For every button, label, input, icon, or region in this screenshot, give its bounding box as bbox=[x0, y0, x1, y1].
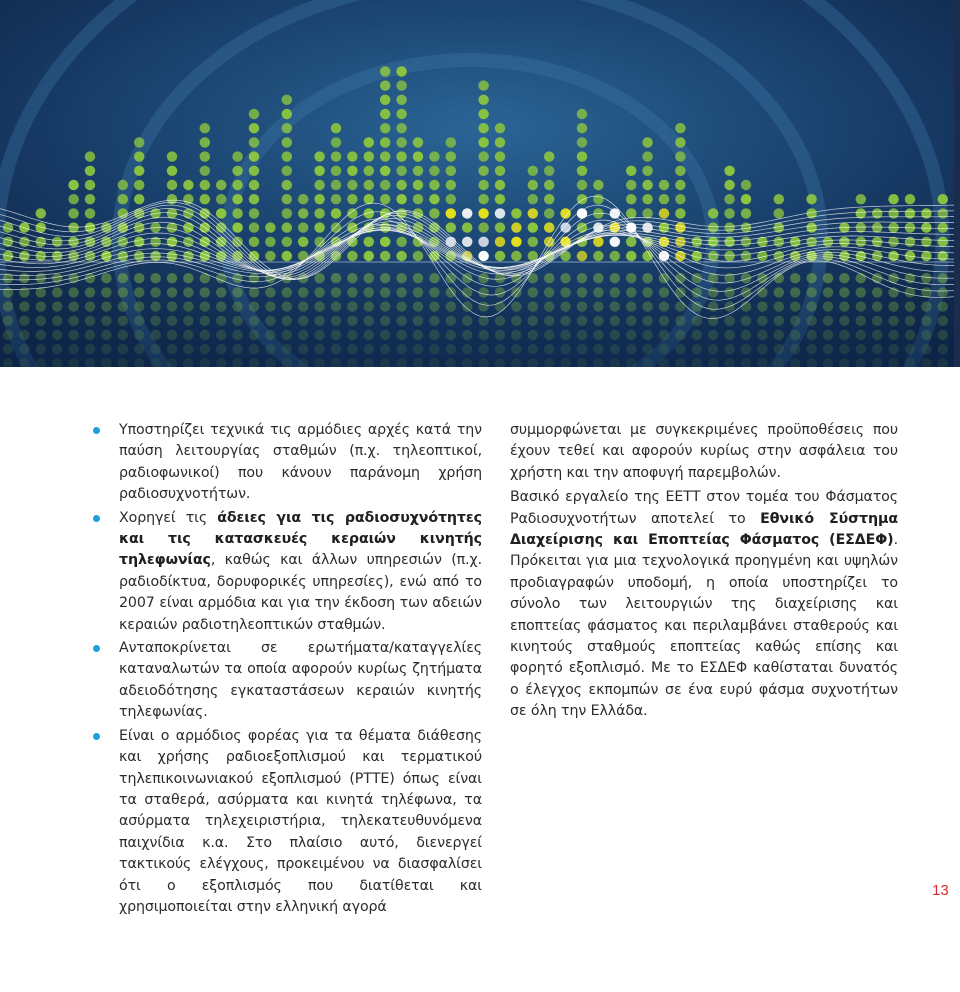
page-number: 13 bbox=[932, 882, 949, 899]
bullet-dot-icon bbox=[93, 645, 100, 652]
text-run: Χορηγεί τις bbox=[119, 509, 218, 526]
bullet-item bbox=[92, 726, 482, 919]
bullet-item bbox=[92, 638, 482, 724]
text-run: συμμορφώνεται με συγκεκριμένες προϋποθέσεις που έχουν τεθεί και αφορούν κυρίως στην ασφάλεια του χρήστη και την αποφυγή παρεμβολών. bbox=[510, 422, 898, 481]
bold-phrase: άδειες για τις ραδιοσυχνότητες και τις κατασκευές κεραιών κινητής τηλεφωνίας bbox=[119, 509, 482, 569]
bullet-dot-icon bbox=[93, 515, 100, 522]
bullet-item bbox=[92, 420, 482, 506]
left-column bbox=[92, 420, 482, 920]
audio-spectrum-banner bbox=[0, 0, 960, 367]
text-run: Βασικό εργαλείο της ΕΕΤΤ στον τομέα του Φάσματος Ραδιοσυχνοτήτων αποτελεί το bbox=[510, 489, 898, 527]
body-paragraph bbox=[510, 487, 898, 722]
text-run: . Πρόκειται για μια τεχνολογικά προηγμένη και υψηλών προδιαγραφών υποδομή, η οποία υποστηρίζει το σύνολο των λειτουργιών της διαχείρισης και εποπτείας φάσματος και περιλαμβάνει σταθερούς και κινητούς σταθμούς εποπτείας καθώς επίσης και φορητό εξοπλισμό. Με το ΕΣΔΕΦ καθίσταται δυνατός ο έλεγχος εκπομπών σε ένα ευρύ φάσμα συχνοτήτων σε όλη την Ελλάδα. bbox=[510, 532, 898, 720]
right-column bbox=[510, 420, 898, 723]
bullet-dot-icon bbox=[93, 427, 100, 434]
text-run: Ανταποκρίνεται σε ερωτήματα/καταγγελίες καταναλωτών τα οποία αφορούν κυρίως ζητήματα αδειοδότησης εγκαταστάσεων κεραιών κινητής τηλεφωνίας. bbox=[119, 640, 482, 721]
text-run: Είναι ο αρμόδιος φορέας για τα θέματα διάθεσης και χρήσης ραδιοεξοπλισμού και τερματικού τηλεπικοινωνιακού εξοπλισμού (ΡΤΤΕ) όπως είναι τα σταθερά, ασύρματα και κινητά τηλέφωνα, τα ασύρματα τηλεχειριστήρια, τηλεκατευθυνόμενα παιχνίδια κ.α. Στο πλαίσιο αυτό, διενεργεί τακτικούς ελέγχους, προκειμένου να διασφαλίσει ότι ο εξοπλισμός που διατίθεται και χρησιμοποιείται στην ελληνική αγορά bbox=[119, 727, 482, 915]
text-run: Υποστηρίζει τεχνικά τις αρμόδιες αρχές κατά την παύση λειτουργίας σταθμών (π.χ. τηλεοπτικοί, ραδιοφωνικοί) που κάνουν παράνομη χρήση ραδιοσυχνοτήτων. bbox=[119, 422, 482, 503]
page-edge-strip bbox=[954, 0, 960, 367]
bullet-dot-icon bbox=[93, 733, 100, 740]
bullet-item bbox=[92, 508, 482, 636]
body-paragraph bbox=[510, 420, 898, 484]
bold-phrase: Εθνικό Σύστημα Διαχείρισης και Εποπτείας Φάσματος (ΕΣΔΕΦ) bbox=[510, 510, 898, 549]
text-run: , καθώς και άλλων υπηρεσιών (π.χ. ραδιοδίκτυα, δορυφορικές υπηρεσίες), ενώ από το 2007 είναι αρμόδια και για την έκδοση των αδειών κεραιών ραδιοτηλεοπτικών σταθμών. bbox=[119, 552, 482, 633]
